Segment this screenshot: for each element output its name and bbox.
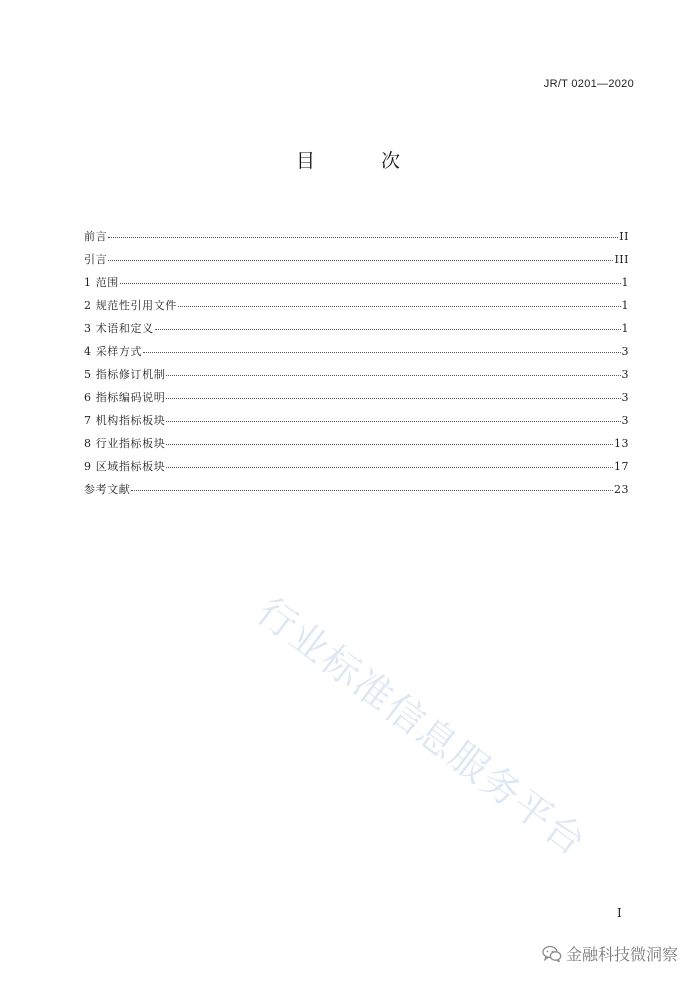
toc-entry-page: 23 <box>614 483 629 496</box>
toc-entry-label: 参考文献 <box>84 483 131 496</box>
toc-entry-label: 5 指标修订机制 <box>84 368 166 381</box>
toc-entry-label: 8 行业指标板块 <box>84 437 166 450</box>
toc-entry-terms-definitions[interactable] <box>84 320 629 343</box>
toc-entry-page: 3 <box>621 345 629 358</box>
toc-entry-label: 3 术语和定义 <box>84 322 154 335</box>
toc-dot-leader <box>108 237 618 238</box>
toc-dot-leader <box>178 306 621 307</box>
toc-entry-page: 3 <box>621 391 629 404</box>
document-code: JR/T 0201—2020 <box>543 78 634 90</box>
toc-entry-label: 前言 <box>84 230 108 243</box>
toc-dot-leader <box>108 260 613 261</box>
toc-entry-revision-mechanism[interactable] <box>84 366 629 389</box>
toc-entry-bibliography[interactable] <box>84 481 629 504</box>
toc-dot-leader <box>166 444 613 445</box>
toc-entry-regional-indicators[interactable] <box>84 458 629 481</box>
toc-entry-introduction[interactable] <box>84 251 629 274</box>
toc-dot-leader <box>166 421 620 422</box>
toc-entry-page: 3 <box>621 368 629 381</box>
toc-entry-label: 1 范围 <box>84 276 119 289</box>
brand-name: 金融科技微洞察 <box>565 945 678 964</box>
wechat-icon <box>542 945 562 963</box>
toc-dot-leader <box>166 467 613 468</box>
toc-entry-label: 7 机构指标板块 <box>84 414 166 427</box>
toc-dot-leader <box>131 490 613 491</box>
toc-entry-label: 4 采样方式 <box>84 345 143 358</box>
table-of-contents <box>84 228 629 504</box>
toc-entry-label: 6 指标编码说明 <box>84 391 166 404</box>
toc-entry-page: 1 <box>621 276 629 289</box>
toc-entry-page: 1 <box>621 322 629 335</box>
toc-entry-page: 3 <box>621 414 629 427</box>
footer-brand <box>542 942 678 965</box>
watermark: 行业标准信息服务平台 <box>248 588 595 865</box>
toc-entry-coding-description[interactable] <box>84 389 629 412</box>
toc-entry-foreword[interactable] <box>84 228 629 251</box>
toc-dot-leader <box>143 352 620 353</box>
toc-dot-leader <box>155 329 621 330</box>
toc-dot-leader <box>166 398 620 399</box>
toc-entry-institution-indicators[interactable] <box>84 412 629 435</box>
toc-entry-page: 13 <box>614 437 629 450</box>
toc-entry-scope[interactable] <box>84 274 629 297</box>
toc-entry-sampling-method[interactable] <box>84 343 629 366</box>
toc-entry-label: 引言 <box>84 253 108 266</box>
toc-entry-page: II <box>619 230 629 243</box>
toc-entry-normative-references[interactable] <box>84 297 629 320</box>
toc-entry-industry-indicators[interactable] <box>84 435 629 458</box>
toc-entry-page: III <box>614 253 629 266</box>
toc-entry-page: 17 <box>614 460 629 473</box>
page-title: 目 次 <box>295 150 431 172</box>
toc-dot-leader <box>166 375 620 376</box>
toc-entry-label: 9 区域指标板块 <box>84 460 166 473</box>
page-number: I <box>617 906 622 920</box>
toc-dot-leader <box>120 283 621 284</box>
toc-entry-label: 2 规范性引用文件 <box>84 299 177 312</box>
toc-entry-page: 1 <box>621 299 629 312</box>
